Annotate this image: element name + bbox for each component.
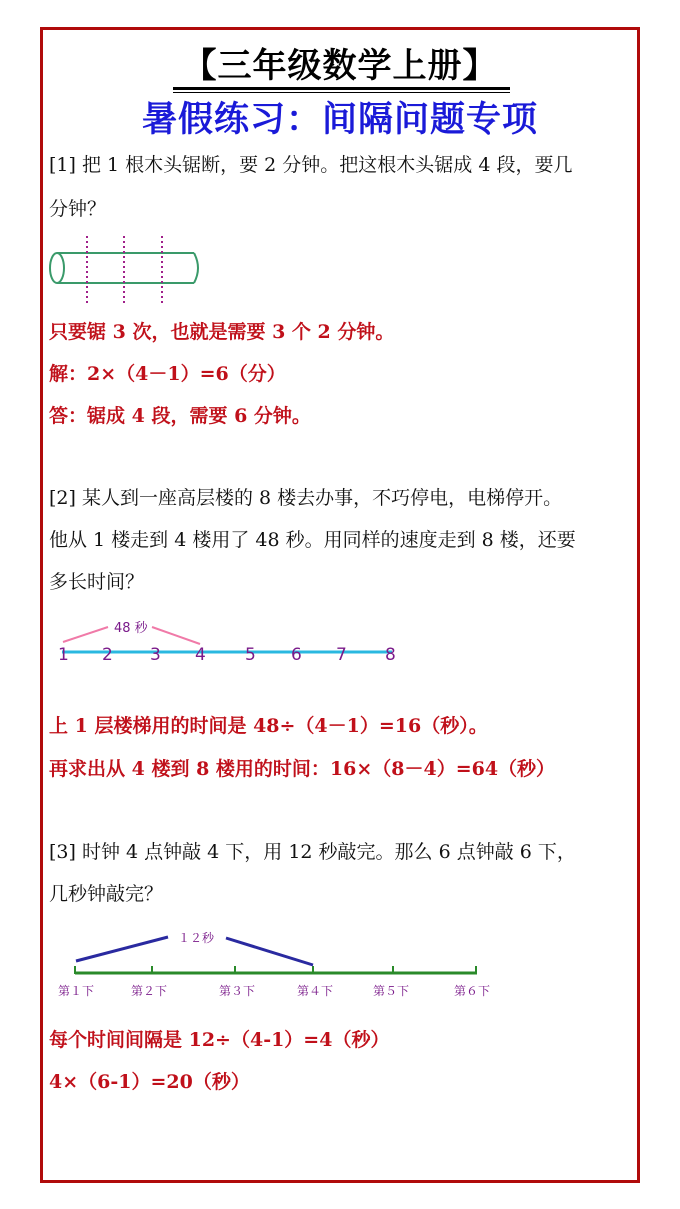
problem-3-text-line-2: 几秒钟敲完？ [49, 883, 164, 905]
problem-1-explanation: 只要锯 3 次，也就是需要 3 个 2 分钟。 [49, 321, 395, 343]
problem-2-text-line-3: 多长时间？ [49, 571, 145, 593]
problem-3-step-2: 4×（6-1）=20（秒） [49, 1071, 250, 1093]
floor-label-1: 1 [58, 645, 69, 665]
strike-label-3: 第３下 [219, 984, 256, 998]
problem-2-text-line-1: [2] 某人到一座高层楼的 8 楼去办事，不巧停电，电梯停开。 [49, 487, 563, 509]
strike-label-1: 第１下 [58, 984, 95, 998]
problem-1-text-line-2: 分钟？ [49, 198, 107, 220]
floor-span-label: 48 秒 [114, 621, 148, 636]
page-title: 【三年级数学上册】 [182, 46, 498, 86]
strike-label-2: 第２下 [131, 984, 168, 998]
floor-label-3: 3 [150, 645, 161, 665]
floor-label-2: 2 [102, 645, 113, 665]
clock-timeline [75, 937, 477, 974]
floor-label-8: 8 [385, 645, 396, 665]
problem-3-step-1: 每个时间间隔是 12÷（4-1）=4（秒） [49, 1029, 390, 1051]
log-diagram [50, 236, 198, 304]
floor-label-7: 7 [336, 645, 347, 665]
strike-label-4: 第４下 [297, 984, 334, 998]
problem-3-text-line-1: [3] 时钟 4 点钟敲 4 下，用 12 秒敲完。那么 6 点钟敲 6 下， [49, 841, 576, 863]
floor-label-5: 5 [245, 645, 256, 665]
page-subtitle: 暑假练习：间隔问题专项 [141, 100, 538, 140]
clock-span-label: １２秒 [178, 931, 215, 945]
problem-1-text-line-1: [1] 把 1 根木头锯断，要 2 分钟。把这根木头锯成 4 段，要几 [49, 154, 573, 176]
problem-1-solution: 解：2×（4－1）=6（分） [49, 363, 286, 385]
problem-2-text-line-2: 他从 1 楼走到 4 楼用了 48 秒。用同样的速度走到 8 楼，还要 [49, 529, 576, 551]
strike-label-5: 第５下 [373, 984, 410, 998]
floor-label-6: 6 [291, 645, 302, 665]
problem-1-answer: 答：锯成 4 段，需要 6 分钟。 [49, 405, 311, 427]
problem-2-step-1: 上 1 层楼梯用的时间是 48÷（4－1）=16（秒）。 [49, 715, 488, 737]
floor-label-4: 4 [195, 645, 206, 665]
strike-label-6: 第６下 [454, 984, 491, 998]
problem-2-step-2: 再求出从 4 楼到 8 楼用的时间：16×（8－4）=64（秒） [49, 758, 556, 780]
